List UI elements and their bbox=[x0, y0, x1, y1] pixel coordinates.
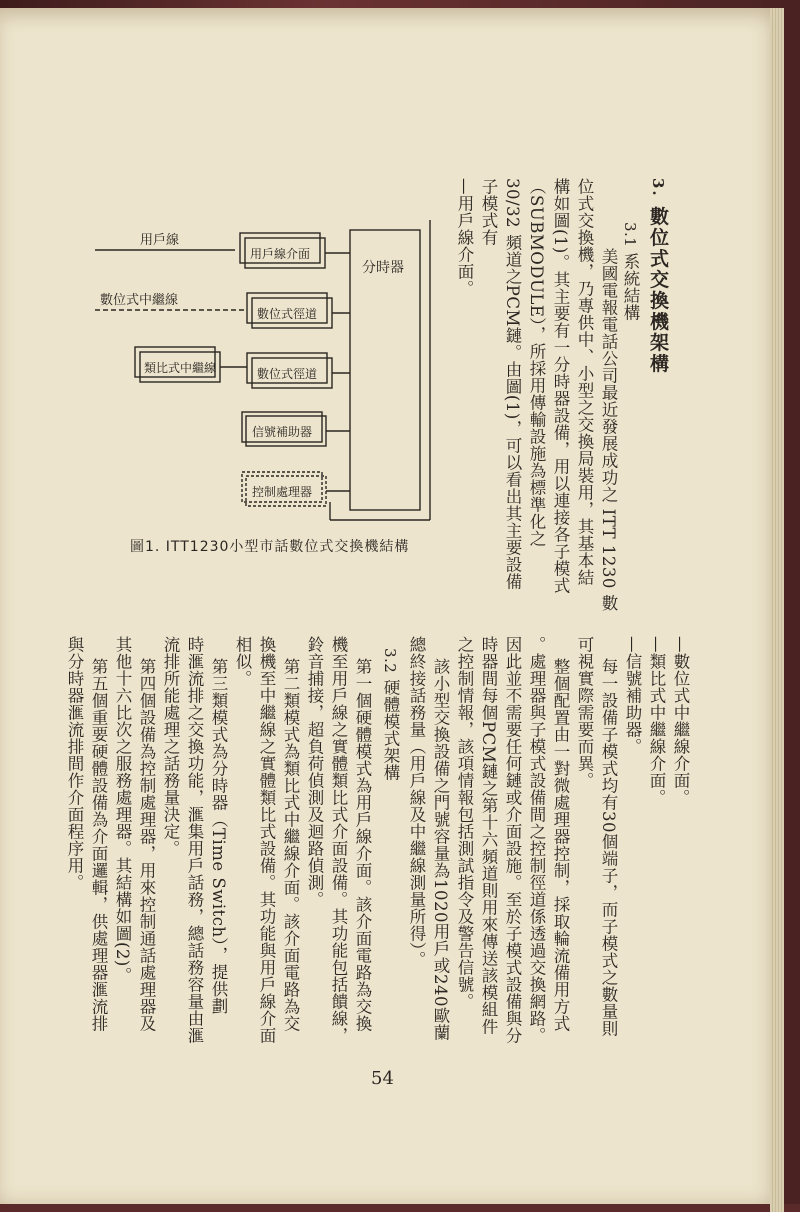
section-3-heading bbox=[646, 178, 670, 374]
figure-caption: 圖1. ITT1230小型市話數位式交換機結構 bbox=[130, 539, 410, 555]
para4-line-2: 總終接話務量（用戶線及中繼線測量所得）。 bbox=[407, 636, 426, 968]
box-label: 數位式徑道 bbox=[257, 367, 318, 381]
para3-line-5: 之控制情報，該項情報包括測試指令及警告信號。 bbox=[455, 636, 474, 1010]
figure-1-diagram bbox=[80, 200, 440, 560]
section-31-line-1: 美國電報電話公司最近發展成功之 ITT 1230 數 bbox=[599, 248, 618, 612]
list-item: —數位式中繼線介面。 bbox=[671, 636, 690, 806]
section-32-heading bbox=[378, 648, 402, 781]
s32-line: 換機至中繼線之實體類比式設備。其功能與用戶線介面 bbox=[257, 636, 276, 1044]
section-3-title: 數位式交換機架構 bbox=[647, 206, 669, 375]
page-edge bbox=[770, 8, 784, 1212]
s32-line: 第三類模式為分時器（Time Switch），提供劃 bbox=[209, 658, 228, 1015]
para4-line-1: 該小型交換設備之門號容量為1020用戶或240歐蘭 bbox=[431, 658, 450, 1041]
para3-line-1: 整個配置由一對微處理器控制，採取輪流備用方式 bbox=[551, 658, 570, 1032]
label-digital-trunk: 數位式中繼線 bbox=[100, 293, 179, 308]
para3-line-4: 時器間每個PCM鏈之第十六頻道則用來傳送該模組件 bbox=[479, 636, 498, 1036]
section-31-number: 3.1 bbox=[621, 222, 639, 248]
section-31-line-5: 30/32 頻道之PCM鏈。由圖(1)，可以看出其主要設備 bbox=[503, 178, 522, 590]
section-31-line-3: 構如圖(1)。其主要有一分時器設備，用以連接各子模式 bbox=[551, 178, 570, 594]
box-label: 數位式徑道 bbox=[257, 307, 318, 321]
section-32-title: 硬體模式架構 bbox=[381, 679, 400, 782]
para3-line-2: 。處理器與子模式設備間之控制徑道係透過交換網路。 bbox=[527, 636, 546, 1044]
section-31-line-2: 位式交換機，乃專供中、小型之交換局裝用，其基本結 bbox=[575, 178, 594, 586]
section-31-line-6: 子模式有 bbox=[479, 178, 498, 246]
s32-line: 時滙流排之交換功能，滙集用戶話務，總話務容量由滙 bbox=[185, 636, 204, 1044]
s32-line: 其他十六比次之服務處理器。其結構如圖(2)。 bbox=[113, 636, 132, 984]
section-31-line-4: （SUBMODULE），所採用傳輸設施為標準化之 bbox=[527, 178, 546, 548]
list-item: —用戶線介面。 bbox=[455, 178, 474, 297]
section-3-number: 3. bbox=[649, 178, 667, 198]
box-label: 用戶線介面 bbox=[250, 247, 311, 261]
section-32-number: 3.2 bbox=[381, 648, 399, 674]
s32-line: 機至用戶線之實體類比式介面設備。其功能包括饋線， bbox=[329, 636, 348, 1044]
para2-line-1: 每一設備子模式均有30個端子，而子模式之數量則 bbox=[599, 658, 618, 1037]
box-label: 控制處理器 bbox=[252, 485, 313, 499]
s32-line: 相似。 bbox=[233, 636, 252, 687]
s32-line: 第五個重要硬體設備為介面邏輯，供處理器滙流排 bbox=[89, 658, 108, 1032]
box-label: 類比式中繼線 bbox=[144, 361, 217, 375]
section-31-heading bbox=[618, 222, 642, 321]
s32-line: 流排所能處理之話務量決定。 bbox=[161, 636, 180, 857]
list-item: —類比式中繼線介面。 bbox=[647, 636, 666, 806]
para2-line-2: 可視實際需要而異。 bbox=[575, 636, 594, 789]
section-31-title: 系統結構 bbox=[621, 253, 640, 322]
s32-line: 第四個設備為控制處理器，用來控制通話處理器及 bbox=[137, 658, 156, 1032]
s32-line: 第二類模式為類比式中繼線介面。該介面電路為交 bbox=[281, 658, 300, 1032]
list-item: —信號補助器。 bbox=[623, 636, 642, 755]
box-label: 信號補助器 bbox=[252, 425, 313, 439]
s32-line: 第一個硬體模式為用戶線介面。該介面電路為交換 bbox=[353, 658, 372, 1032]
central-label: 分時器 bbox=[362, 260, 404, 276]
para3-line-3: 因此並不需要任何鏈或介面設施。至於子模式設備與分 bbox=[503, 636, 522, 1044]
page-number: 54 bbox=[371, 1068, 394, 1089]
s32-line: 與分時器滙流排間作介面程序用。 bbox=[65, 636, 84, 891]
label-subscriber-line: 用戶線 bbox=[140, 233, 180, 248]
s32-line: 鈴音捕接，超負荷偵測及迴路偵測。 bbox=[305, 636, 324, 908]
